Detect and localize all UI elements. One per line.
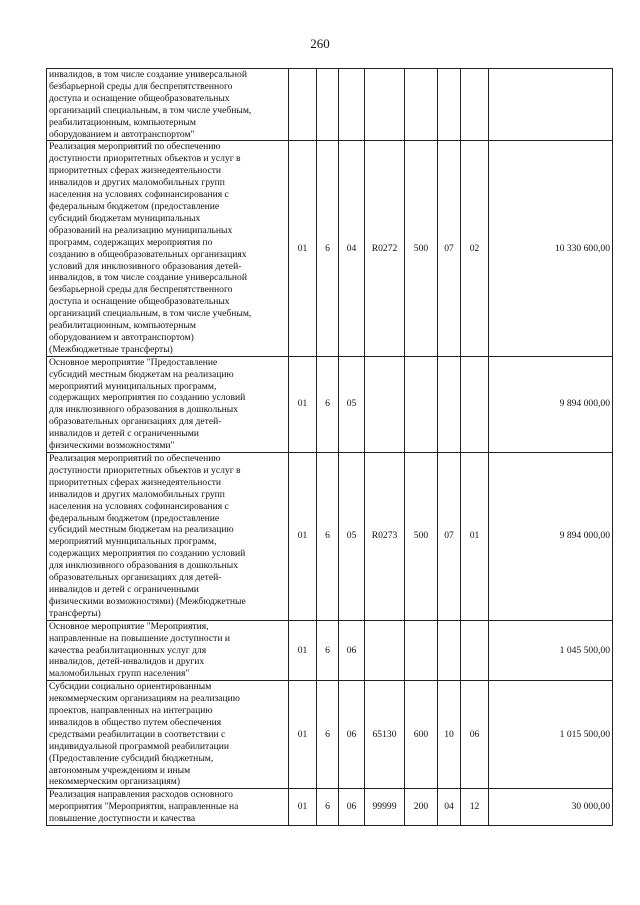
program-code: 01 [289, 453, 317, 621]
expense-type-code: 500 [405, 453, 438, 621]
subprogram-code: 6 [317, 453, 339, 621]
subprogram-code [317, 69, 339, 141]
amount [489, 69, 613, 141]
section-code: 07 [438, 141, 461, 356]
section-code: 10 [438, 681, 461, 789]
subsection-code: 02 [461, 141, 489, 356]
subprogram-code: 6 [317, 789, 339, 826]
table-row [47, 356, 613, 452]
subsection-code [461, 356, 489, 452]
expense-type-code [405, 356, 438, 452]
table-row [47, 69, 613, 141]
direction-code [365, 356, 405, 452]
amount: 30 000,00 [489, 789, 613, 826]
program-code: 01 [289, 789, 317, 826]
expense-type-code [405, 620, 438, 681]
table-row [47, 681, 613, 789]
table-row [47, 789, 613, 826]
program-code [289, 69, 317, 141]
page-number: 260 [310, 36, 330, 51]
expense-type-code: 200 [405, 789, 438, 826]
expense-type-code [405, 69, 438, 141]
measure-code: 05 [339, 356, 365, 452]
row-description: Реализация мероприятий по обеспечению доступности приоритетных объектов и услуг в приоритетных сферах жизнедеятельности инвалидов и других маломобильных групп населения на условиях софинансирования с федеральным бюджетом (предоставление субсидий бюджетам муниципальных образований на реализацию муниципальных программ, содержащих мероприятия по созданию в общеобразовательных организациях условий для инклюзивного образования детей- инвалидов, в том числе создание универсальной безбарьерной среды для беспрепятственного доступа и оснащение общеобразовательных организаций специальным, в том числе учебным, реабилитационным, компьютерным оборудованием и автотранспортом) (Межбюджетные трансферты) [47, 141, 289, 356]
subprogram-code: 6 [317, 356, 339, 452]
measure-code: 04 [339, 141, 365, 356]
direction-code: R0273 [365, 453, 405, 621]
table-row [47, 141, 613, 356]
amount: 1 045 500,00 [489, 620, 613, 681]
expense-type-code: 500 [405, 141, 438, 356]
subprogram-code: 6 [317, 681, 339, 789]
subprogram-code: 6 [317, 141, 339, 356]
program-code: 01 [289, 620, 317, 681]
direction-code: R0272 [365, 141, 405, 356]
direction-code: 65130 [365, 681, 405, 789]
table-row [47, 620, 613, 681]
table-row [47, 453, 613, 621]
subsection-code: 06 [461, 681, 489, 789]
measure-code [339, 69, 365, 141]
expense-type-code: 600 [405, 681, 438, 789]
row-description: инвалидов, в том числе создание универсальной безбарьерной среды для беспрепятственного доступа и оснащение общеобразовательных организаций специальным, в том числе учебным, реабилитационным, компьютерным оборудованием и автотранспортом" [47, 69, 289, 141]
subsection-code: 01 [461, 453, 489, 621]
section-code: 07 [438, 453, 461, 621]
program-code: 01 [289, 141, 317, 356]
budget-table [46, 68, 613, 826]
section-code [438, 620, 461, 681]
measure-code: 05 [339, 453, 365, 621]
amount: 9 894 000,00 [489, 356, 613, 452]
program-code: 01 [289, 681, 317, 789]
subprogram-code: 6 [317, 620, 339, 681]
measure-code: 06 [339, 620, 365, 681]
direction-code: 99999 [365, 789, 405, 826]
amount: 1 015 500,00 [489, 681, 613, 789]
measure-code: 06 [339, 789, 365, 826]
row-description: Реализация мероприятий по обеспечению доступности приоритетных объектов и услуг в приоритетных сферах жизнедеятельности инвалидов и других маломобильных групп населения на условиях софинансирования с федеральным бюджетом (предоставление субсидий местным бюджетам на реализацию мероприятий муниципальных программ, содержащих мероприятия по созданию условий для инклюзивного образования в дошкольных образовательных организациях для детей- инвалидов и детей с ограниченными физическими возможностями) (Межбюджетные трансферты) [47, 453, 289, 621]
direction-code [365, 69, 405, 141]
amount: 9 894 000,00 [489, 453, 613, 621]
subsection-code: 12 [461, 789, 489, 826]
section-code [438, 356, 461, 452]
direction-code [365, 620, 405, 681]
measure-code: 06 [339, 681, 365, 789]
program-code: 01 [289, 356, 317, 452]
row-description: Субсидии социально ориентированным некоммерческим организациям на реализацию проектов, направленных на интеграцию инвалидов в общество путем обеспечения средствами реабилитации в соответствии с индивидуальной программой реабилитации (Предоставление субсидий бюджетным, автономным учреждениям и иным некоммерческим организациям) [47, 681, 289, 789]
subsection-code [461, 620, 489, 681]
row-description: Основное мероприятие "Мероприятия, направленные на повышение доступности и качества реабилитационных услуг для инвалидов, детей-инвалидов и других маломобильных групп населения" [47, 620, 289, 681]
section-code: 04 [438, 789, 461, 826]
subsection-code [461, 69, 489, 141]
row-description: Реализация направления расходов основного мероприятия "Мероприятия, направленные на повышение доступности и качества [47, 789, 289, 826]
amount: 10 330 600,00 [489, 141, 613, 356]
section-code [438, 69, 461, 141]
row-description: Основное мероприятие "Предоставление субсидий местным бюджетам на реализацию мероприятий муниципальных программ, содержащих мероприятия по созданию условий для инклюзивного образования в дошкольных образовательных организациях для детей- инвалидов и детей с ограниченными физическими возможностями" [47, 356, 289, 452]
